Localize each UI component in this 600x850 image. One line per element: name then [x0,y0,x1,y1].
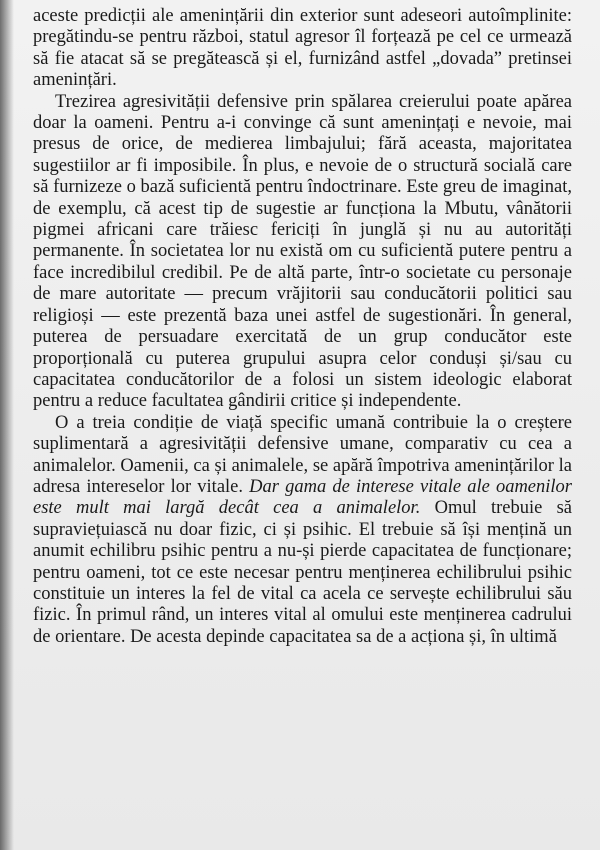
paragraph-2 [33,92,572,413]
paragraph-1 [33,6,572,92]
page-gutter-shadow [0,0,14,850]
paragraph-2-text: Trezirea agresivității defensive prin spălarea creierului poate apărea doar la oameni. Pentru a-i convinge că sunt amenințați e nevoie, mai presus de orice, de medierea limbajului; fără aceasta, majoritatea sugestiilor ar fi imposibile. În plus, e nevoie de o structură socială care să furnizeze o bază suficientă pentru îndoctrinare. Este greu de imaginat, de exemplu, că acest tip de sugestie ar funcționa la Mbutu, vânătorii pigmei africani care trăiesc fericiți în junglă și nu au autorități permanente. În societatea lor nu există om cu suficientă putere pentru a face incredibilul credibil. Pe de altă parte, într-o societate cu personaje de mare autoritate — precum vrăjitorii sau conducătorii politici sau religioși — este prezentă baza unei astfel de sugestionări. În general, puterea de persuadare exercitată de un grup conducător este proporțională cu puterea grupului asupra celor conduși și/sau cu capacitatea conducătorilor de a folosi un sistem ideologic elaborat pentru a reduce facultatea gândirii critice și independente. [33,91,572,412]
paragraph-3 [33,413,572,648]
paragraph-3-text-a: O a treia condiție de viață specific umană contribuie la o creștere suplimentară a agresivității defensive umane, comparativ cu cea a animalelor. Oamenii, ca și animalele, se apără împotriva amenințărilor la adresa intereselor lor vitale. [33,412,572,497]
paragraph-1-text: aceste predicții ale amenințării din exterior sunt adeseori autoîmplinite: pregătindu-se pentru război, statul agresor îl forțează pe cel ce urmează să fie atacat să se pregătească și el, furnizând astfel „dovada” pretinsei amenințări. [33,6,572,91]
paragraph-3-emphasis: Dar gama de interese vitale ale oamenilor este mult mai largă decât cea a animalelor. [33,476,572,519]
paragraph-3-text-b: Omul trebuie să supraviețuiască nu doar fizic, ci și psihic. El trebuie să își mențină un anumit echilibru psihic pentru a nu-și pierde capacitatea de funcționare; pentru oameni, tot ce este necesar pentru menținerea echilibrului psihic constituie un interes la fel de vital ca acela ce servește echilibrului său fizic. În primul rând, un interes vital al omului este menținerea cadrului de orientare. De acesta depinde capacitatea sa de a acționa și, în ultimă [33,498,572,647]
